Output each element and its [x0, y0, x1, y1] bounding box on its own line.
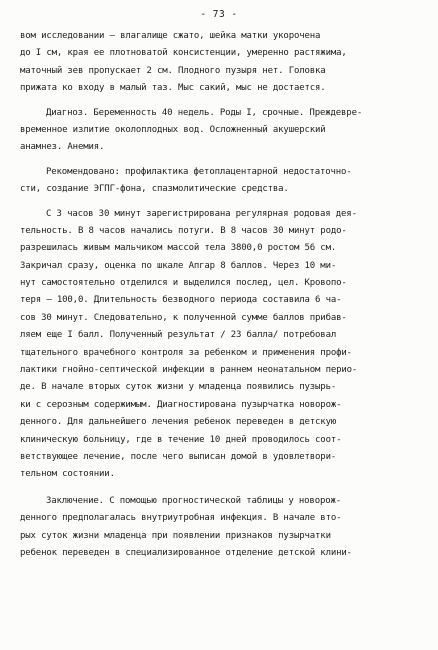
text-line: ляем еще I балл. Полученный результат / 23 балла/ потребовал	[20, 330, 337, 341]
paragraph-gap	[20, 98, 418, 105]
text-line: сов 30 минут. Следовательно, к полученной сумме баллов прибав-	[20, 312, 347, 323]
text-line: ребенок переведен в специализированное отделение детской клини-	[20, 547, 352, 558]
paragraph-gap	[20, 157, 418, 164]
text-line: лактики гнойно-септической инфекции в раннем неонатальном перио-	[20, 365, 358, 376]
text-line: рых суток жизни младенца при появлении признаков пузырчатки	[20, 530, 331, 541]
text-line: до I см, края ее плотноватой консистенции, умеренно растяжима,	[20, 48, 347, 59]
text-line: тельном состоянии.	[20, 469, 115, 480]
text-line: Диагноз. Беременность 40 недель. Роды I, срочные. Преждевре-	[46, 107, 363, 118]
text-line: С 3 часов 30 минут зарегистрирована регулярная родовая дея-	[46, 208, 357, 219]
text-line: Закричал сразу, оценка по шкале Апгар 8 баллов. Через 10 ми-	[20, 260, 337, 271]
text-line: денного предполагалась внутриутробная инфекция. В начале вто-	[20, 513, 342, 524]
text-line: маточный зев пропускает 2 см. Плодного пузыря нет. Головка	[20, 65, 326, 76]
text-line: клиническую больницу, где в течение 10 дней проводилось соот-	[20, 434, 342, 445]
body-text	[20, 28, 418, 562]
paragraph	[20, 105, 418, 157]
text-line: тельность. В 8 часов начались потуги. В 8 часов 30 минут родо-	[20, 225, 347, 236]
text-line: Заключение. С помощью прогностической таблицы у новорож-	[46, 495, 342, 506]
text-line: тщательного врачебного контроля за ребенком и применения профи-	[20, 347, 352, 358]
text-line: вом исследовании – влагалище сжато, шейка матки укорочена	[20, 31, 321, 41]
text-line: временное излитие околоплодных вод. Осложненный акушерский	[20, 124, 326, 135]
text-line: ки с серозным содержимым. Диагностирована пузырчатка новорож-	[20, 399, 342, 410]
paragraph-gap	[20, 484, 418, 493]
paragraph	[20, 206, 418, 484]
text-line: денного. Для дальнейшего лечения ребенок переведен в детскую	[20, 417, 337, 428]
text-line: де. В начале вторых суток жизни у младенца появились пузырь-	[20, 382, 337, 393]
text-line: анамнез. Анемия.	[20, 142, 105, 153]
text-line: прижата ко входу в малый таз. Мыс сакий, мыс не достается.	[20, 83, 326, 94]
text-line: сти, создание ЭГПГ-фона, спазмолитические средства.	[20, 184, 289, 195]
text-line: разрешилась живым мальчиком массой тела 3800,0 ростом 56 см.	[20, 243, 337, 254]
text-line: нут самостоятельно отделился и выделился послед, цел. Кровопо-	[20, 278, 347, 289]
text-line: ветствующее лечение, после чего выписан домой в удовлетвори-	[20, 451, 337, 462]
paragraph	[20, 164, 418, 199]
text-line: Рекомендовано: профилактика фетоплацентарной недостаточно-	[46, 166, 352, 177]
page-number: - 73 -	[200, 9, 238, 20]
text-line: теря – 100,0. Длительность безводного периода составила 6 ча-	[20, 295, 342, 306]
paragraph-gap	[20, 199, 418, 206]
paragraph	[20, 493, 418, 563]
paragraph	[20, 28, 418, 98]
